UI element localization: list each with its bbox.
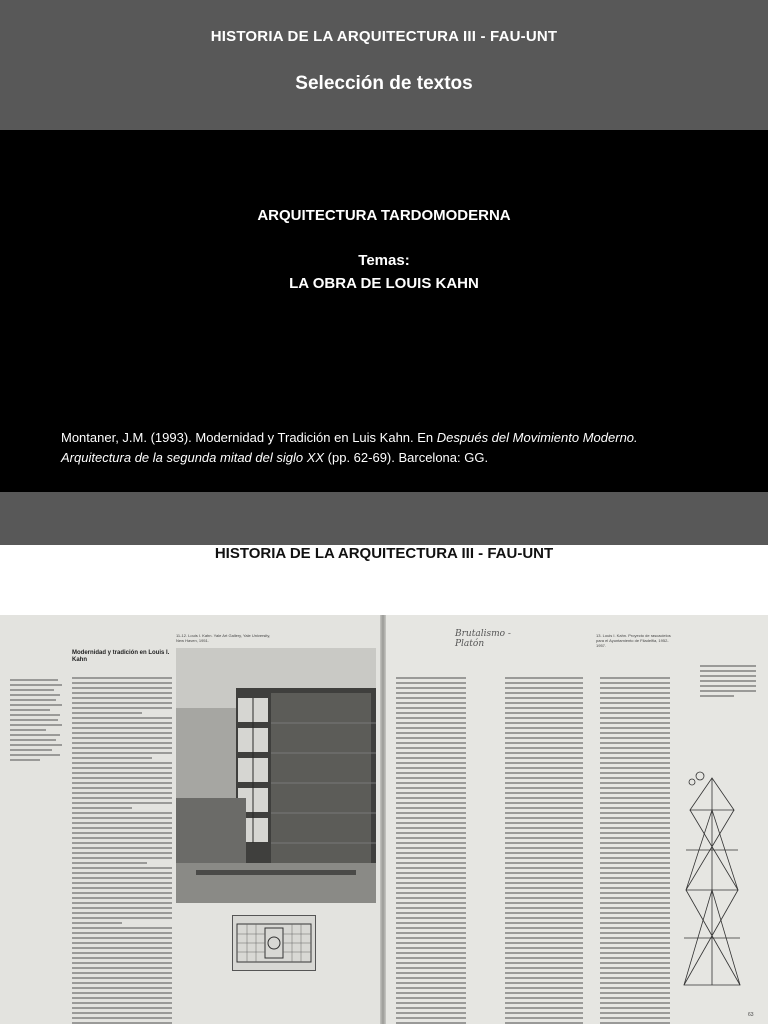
scanned-book-spread [0,615,768,1024]
citation-pages-publisher: (pp. 62-69). Barcelona: GG. [324,450,489,465]
handwritten-note: Brutalismo - Platón [455,629,511,649]
left-margin-notes [10,679,62,764]
article-heading: Modernidad y tradición en Louis I. Kahn [72,650,170,663]
left-body-text [72,677,172,1024]
temas-label: Temas: [358,252,410,269]
page-number: 63 [748,1012,754,1018]
floor-plan-drawing [232,915,316,971]
slide2-course-title: HISTORIA DE LA ARQUITECTURA III - FAU-UNT [214,545,554,562]
tower-caption [700,665,760,700]
right-column-1 [396,677,466,1024]
right-column-2 [505,677,583,1024]
citation-author: Montaner, J.M. (1993). Modernidad y Tradición en Luis Kahn. En [61,430,437,445]
content-panel [0,130,768,492]
course-title: HISTORIA DE LA ARQUITECTURA III - FAU-UNT [210,28,558,45]
topic-heading: ARQUITECTURA TARDOMODERNA [257,207,511,224]
temas-value: LA OBRA DE LOUIS KAHN [289,275,479,292]
bibliographic-citation [61,428,701,468]
yale-art-gallery-photo [176,648,376,903]
section-subtitle: Selección de textos [295,73,473,94]
right-caption: 13. Louis I. Kahn. Proyecto de rascacielos para el Ayuntamiento de Filadelfia, 1952-1957. [596,633,671,648]
citation-book-title: Después del Movimiento Moderno. [436,430,638,445]
right-column-3 [600,677,670,1024]
book-gutter [380,615,386,1024]
city-tower-drawing [682,770,742,995]
citation-book-subtitle: Arquitectura de la segunda mitad del siglo XX [61,450,325,465]
photo-caption: 11-12. Louis I. Kahn. Yale Art Gallery, Yale University, New Haven, 1951. [176,633,271,643]
